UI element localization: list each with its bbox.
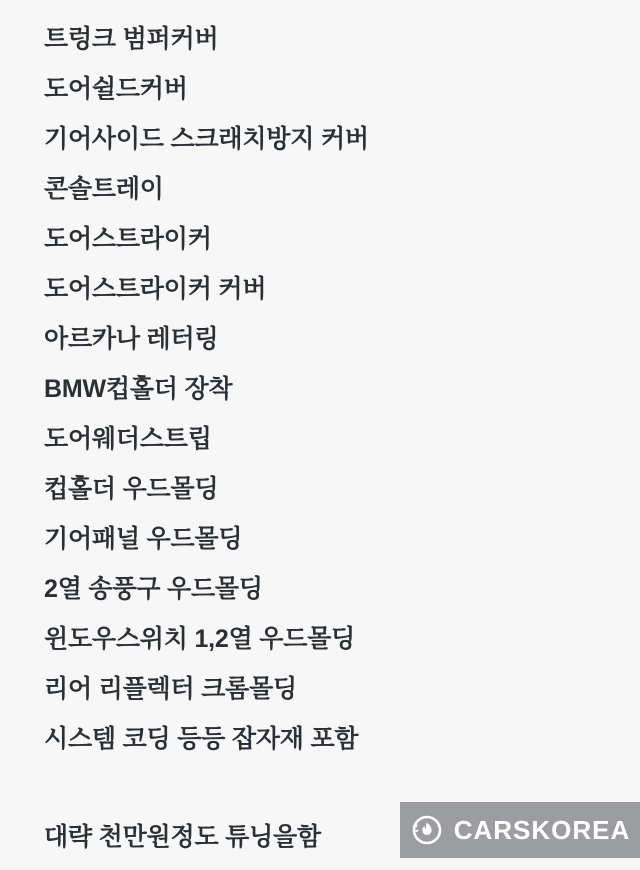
list-item: 도어스트라이커 커버: [44, 275, 267, 303]
watermark: [400, 802, 640, 858]
list-item: 도어웨더스트립: [44, 425, 212, 453]
list-item: 도어스트라이커: [44, 225, 212, 253]
list-item: BMW컵홀더 장착: [44, 375, 233, 403]
list-item: 도어쉴드커버: [44, 75, 188, 103]
list-item: 트렁크 범퍼커버: [44, 25, 219, 53]
list-item: 아르카나 레터링: [44, 325, 219, 353]
list-item: 기어패널 우드몰딩: [44, 525, 243, 553]
list-item: 리어 리플렉터 크롬몰딩: [44, 675, 297, 703]
list-item: 시스템 코딩 등등 잡자재 포함: [44, 725, 359, 753]
list-item: 콘솔트레이: [44, 175, 164, 203]
closing-note: 대략 천만원정도 튜닝을함: [44, 823, 321, 851]
list-item: 컵홀더 우드몰딩: [44, 475, 219, 503]
flame-circle-icon: [410, 813, 444, 847]
list-item: 기어사이드 스크래치방지 커버: [44, 125, 369, 153]
list-item: 2열 송풍구 우드몰딩: [44, 575, 263, 603]
list-item: 윈도우스위치 1,2열 우드몰딩: [44, 625, 356, 653]
watermark-brand: CARSKOREA: [453, 814, 631, 845]
